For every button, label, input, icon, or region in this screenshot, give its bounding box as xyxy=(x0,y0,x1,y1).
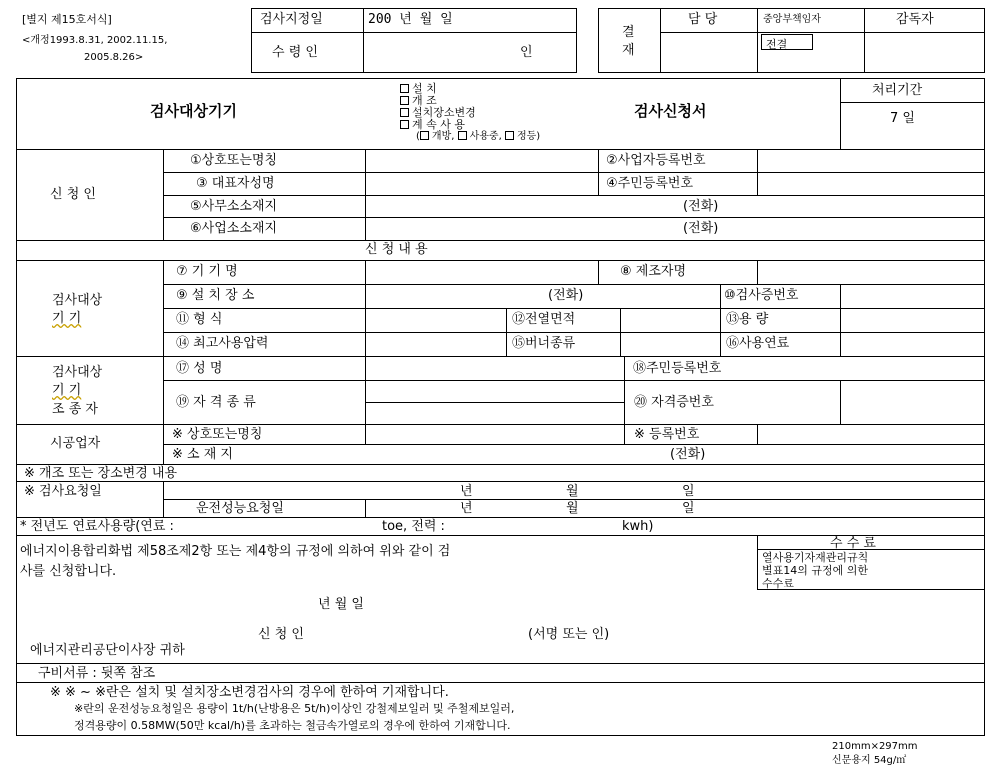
company-name-label: ①상호또는명칭 xyxy=(190,153,278,168)
performance-day: 일 xyxy=(682,501,695,516)
max-pressure-label: ⑭ 최고사용압력 xyxy=(176,336,269,351)
resident-id-label: ④주민등록번호 xyxy=(606,176,694,191)
sub-options: ( 개방, 사용중, 정등) xyxy=(416,131,541,142)
approval-label-2: 재 xyxy=(622,43,635,58)
performance-date-label: 운전성능요청일 xyxy=(196,501,284,516)
contractor-reg-field[interactable] xyxy=(759,426,983,443)
office-phone-label: (전화) xyxy=(683,199,719,214)
note-line-1: ※ ※ ~ ※란은 설치 및 설치장소변경검사의 경우에 한하여 기재합니다. xyxy=(50,685,449,700)
fuel-usage-label: * 전년도 연료사용량(연료 : xyxy=(20,519,174,534)
approval-col-staff: 담 당 xyxy=(688,12,718,27)
suspend-checkbox[interactable] xyxy=(505,131,514,140)
business-reg-label: ②사업자등록번호 xyxy=(606,153,706,168)
modification-field[interactable] xyxy=(270,466,982,480)
fuel-type-label: ⑯사용연료 xyxy=(726,336,790,351)
period-label: 처리기간 xyxy=(872,83,923,98)
form-number: [별지 제15호서식] xyxy=(22,13,112,26)
cert-number-label: ⑩검사증번호 xyxy=(724,288,799,303)
subject-title: 검사대상기기 xyxy=(150,102,237,120)
capacity-field[interactable] xyxy=(842,310,983,330)
statement-line-1: 에너지이용합리화법 제58조제2항 또는 제4항의 규정에 의하여 위와 같이 검 xyxy=(20,544,451,559)
burner-type-field[interactable] xyxy=(622,334,718,354)
fee-text-2: 별표14의 규정에 의한 xyxy=(762,564,868,577)
option-modify: 개 조 xyxy=(400,95,437,106)
addressee: 에너지관리공단이사장 귀하 xyxy=(30,643,185,658)
location-phone-label: (전화) xyxy=(548,288,584,303)
inspection-month: 월 xyxy=(566,484,579,499)
qualification-number-label: ⑳ 자격증번호 xyxy=(634,395,714,410)
document-title: 검사신청서 xyxy=(634,102,707,120)
office-address-label: ⑤사무소소재지 xyxy=(190,199,278,214)
option-relocate: 설치장소변경 xyxy=(400,107,476,118)
option-continue: 계 속 사 용 xyxy=(400,119,465,130)
inspection-year: 년 xyxy=(460,484,473,499)
fee-text-3: 수수료 xyxy=(762,577,794,590)
burner-type-label: ⑮버너종류 xyxy=(512,336,576,351)
site-address-field[interactable] xyxy=(367,219,983,238)
operator-section-label-2: 기 기 xyxy=(52,383,82,398)
manufacturer-field[interactable] xyxy=(759,262,983,282)
contractor-phone-label: (전화) xyxy=(670,447,706,462)
continue-checkbox[interactable] xyxy=(400,120,409,129)
signature-note: (서명 또는 인) xyxy=(528,627,610,642)
contractor-section-label: 시공업자 xyxy=(50,436,101,451)
inspection-date-label: ※ 검사요청일 xyxy=(24,484,102,499)
site-phone-label: (전화) xyxy=(683,221,719,236)
device-section-label-2: 기 기 xyxy=(52,311,82,326)
contractor-name-field[interactable] xyxy=(367,426,622,443)
device-name-label: ⑦ 기 기 명 xyxy=(176,264,238,279)
statement-date: 년 월 일 xyxy=(318,597,364,612)
install-checkbox[interactable] xyxy=(400,84,409,93)
contractor-address-label: ※ 소 재 지 xyxy=(172,447,233,462)
representative-field[interactable] xyxy=(367,174,596,194)
required-docs: 구비서류 : 뒷쪽 참조 xyxy=(38,666,156,681)
resident-id-field[interactable] xyxy=(759,174,983,194)
approval-col-supervisor: 감독자 xyxy=(896,12,934,27)
operator-id-label: ⑱주민등록번호 xyxy=(633,361,722,376)
note-line-3: 정격용량이 0.58MW(50만 kcal/h)를 초과하는 철금속가열로의 경우에 한하여 기재합니다. xyxy=(74,719,511,732)
statement-line-2: 사를 신청합니다. xyxy=(20,564,117,579)
device-section-label-1: 검사대상 xyxy=(52,293,103,308)
open-checkbox[interactable] xyxy=(420,131,429,140)
cert-number-field[interactable] xyxy=(842,286,983,306)
heat-area-field[interactable] xyxy=(622,310,718,330)
max-pressure-field[interactable] xyxy=(367,334,504,354)
paper-size: 210mm×297mm xyxy=(832,741,918,752)
device-name-field[interactable] xyxy=(367,262,596,282)
modification-label: ※ 개조 또는 장소변경 내용 xyxy=(24,466,178,481)
contractor-reg-label: ※ 등록번호 xyxy=(634,427,700,442)
receiver-label: 수 령 인 xyxy=(272,45,318,60)
request-content-title: 신 청 내 용 xyxy=(365,242,428,257)
business-reg-field[interactable] xyxy=(759,151,983,171)
note-line-2: ※란의 운전성능요청일은 용량이 1t/h(난방용은 5t/h)이상인 강철제보일러 및 주철제보일러, xyxy=(74,702,515,715)
qualification-number-field[interactable] xyxy=(842,382,983,422)
modify-checkbox[interactable] xyxy=(400,96,409,105)
revision-line-2: 2005.8.26> xyxy=(84,52,144,63)
fuel-type-field[interactable] xyxy=(842,334,983,354)
toe-label: toe, 전력 : xyxy=(382,519,445,534)
option-install: 설 치 xyxy=(400,83,437,94)
paper-type: 신문용지 54g/㎡ xyxy=(832,755,907,766)
inspection-day: 일 xyxy=(682,484,695,499)
performance-month: 월 xyxy=(566,501,579,516)
applicant-section-label: 신 청 인 xyxy=(50,187,96,202)
type-label: ⑪ 형 식 xyxy=(176,312,223,327)
period-value: 7 일 xyxy=(890,111,915,126)
applicant-sign-label: 신 청 인 xyxy=(258,627,304,642)
fee-text-1: 열사용기자재관리규칙 xyxy=(762,551,869,564)
delegated-stamp: 전결 xyxy=(761,34,813,50)
date-label: 검사지정일 xyxy=(260,12,323,27)
seal-mark: 인 xyxy=(520,45,533,60)
site-address-label: ⑥사업소소재지 xyxy=(190,221,278,236)
qualification-type-label: ⑲ 자 격 종 류 xyxy=(176,395,256,410)
date-value: 200 년 월 일 xyxy=(368,12,453,27)
revision-line-1: <개정1993.8.31, 2002.11.15, xyxy=(22,35,168,46)
contractor-name-label: ※ 상호또는명칭 xyxy=(172,427,263,442)
manufacturer-label: ⑧ 제조자명 xyxy=(620,264,687,279)
operator-id-field[interactable] xyxy=(790,358,983,378)
relocate-checkbox[interactable] xyxy=(400,108,409,117)
operator-name-label: ⑰ 성 명 xyxy=(176,361,223,376)
install-location-label: ⑨ 설 치 장 소 xyxy=(176,288,255,303)
kwh-label: kwh) xyxy=(622,519,654,534)
in-use-checkbox[interactable] xyxy=(458,131,467,140)
capacity-label: ⑬용 량 xyxy=(726,312,769,327)
type-field[interactable] xyxy=(367,310,504,330)
company-name-field[interactable] xyxy=(367,151,596,171)
operator-name-field[interactable] xyxy=(367,358,622,378)
operator-section-label-1: 검사대상 xyxy=(52,365,103,380)
heat-area-label: ⑫전열면적 xyxy=(512,312,576,327)
approval-label-1: 결 xyxy=(622,25,635,40)
performance-year: 년 xyxy=(460,501,473,516)
representative-label: ③ 대표자성명 xyxy=(196,176,275,191)
office-address-field[interactable] xyxy=(367,197,983,216)
install-location-field[interactable] xyxy=(367,286,718,306)
operator-section-label-3: 조 종 자 xyxy=(52,402,98,417)
qualification-type-field[interactable] xyxy=(367,382,622,422)
approval-col-manager: 중앙부책임자 xyxy=(763,14,821,25)
fee-title: 수 수 료 xyxy=(830,536,876,551)
